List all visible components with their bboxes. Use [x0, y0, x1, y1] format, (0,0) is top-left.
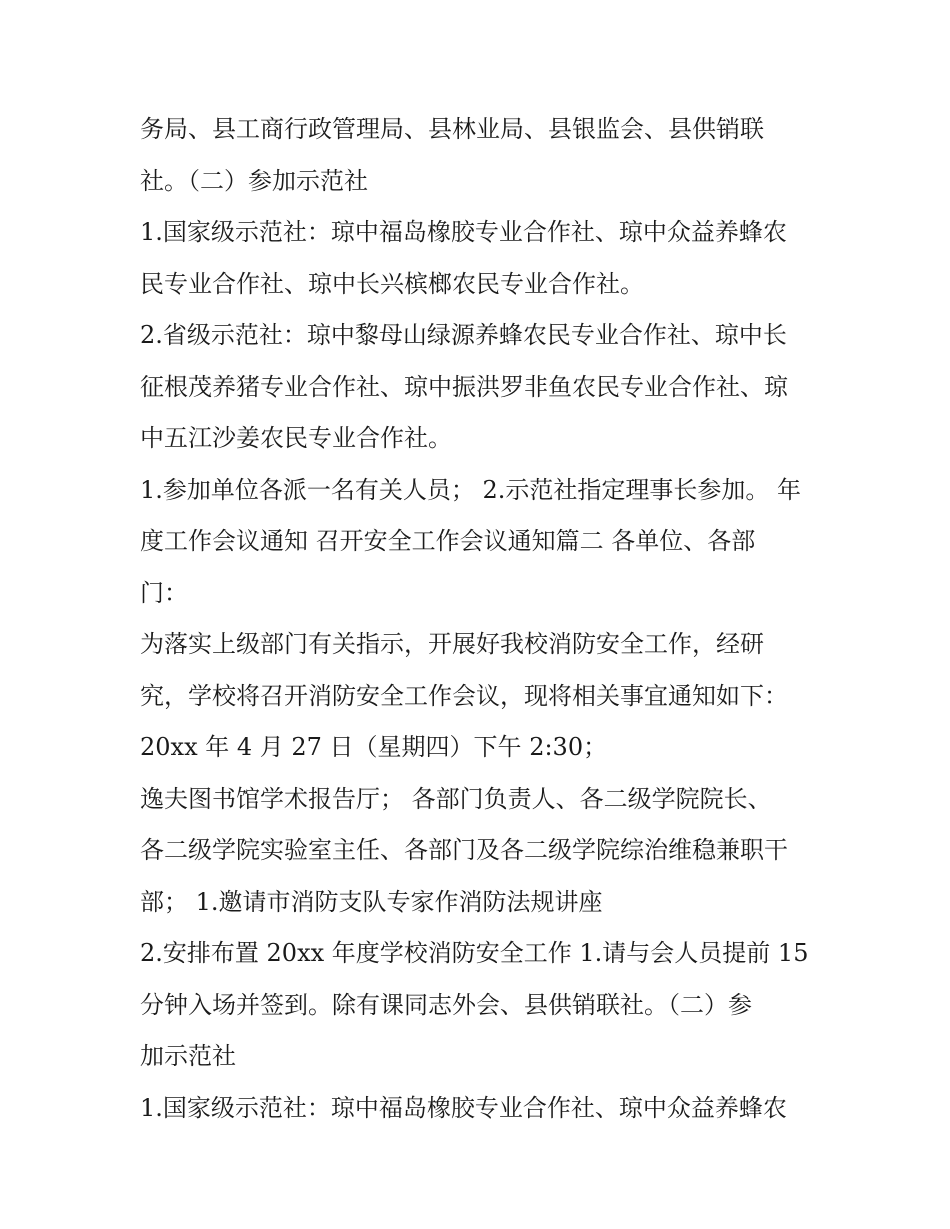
text-line: 逸夫图书馆学术报告厅； 各部门负责人、各二级学院院长、: [140, 784, 772, 813]
text-line: 为落实上级部门有关指示，开展好我校消防安全工作，经研: [140, 630, 764, 658]
text-line: 2.省级示范社：琼中黎母山绿源养蜂农民专业合作社、琼中长: [140, 321, 787, 349]
text-line: 务局、县工商行政管理局、县林业局、县银监会、县供销联: [140, 115, 764, 143]
text-line: 门：: [140, 578, 188, 607]
text-line: 征根茂养猪专业合作社、琼中振洪罗非鱼农民专业合作社、琼: [140, 372, 788, 401]
text-line: 社。（二）参加示范社: [140, 166, 368, 195]
text-line: 加示范社: [140, 1042, 236, 1070]
text-line: 20xx 年 4 月 27 日（星期四）下午 2:30；: [140, 733, 608, 761]
text-line: 中五江沙姜农民专业合作社。: [140, 424, 452, 452]
text-line: 1.参加单位各派一名有关人员； 2.示范社指定理事长参加。 年: [140, 475, 802, 504]
document-body: [140, 104, 820, 1134]
text-line: 民专业合作社、琼中长兴槟榔农民专业合作社。: [140, 269, 644, 298]
text-line: 各二级学院实验室主任、各部门及各二级学院综治维稳兼职干: [140, 836, 788, 864]
text-line: 1.国家级示范社：琼中福岛橡胶专业合作社、琼中众益养蜂农: [140, 1093, 787, 1122]
text-line: 分钟入场并签到。除有课同志外会、县供销联社。（二）参: [140, 990, 752, 1019]
text-line: 2.安排布置 20xx 年度学校消防安全工作 1.请与会人员提前 15: [140, 939, 809, 967]
text-line: 1.国家级示范社：琼中福岛橡胶专业合作社、琼中众益养蜂农: [140, 218, 787, 246]
text-line: 究，学校将召开消防安全工作会议，现将相关事宜通知如下：: [140, 681, 788, 710]
text-line: 度工作会议通知 召开安全工作会议通知篇二 各单位、各部: [140, 527, 756, 555]
text-line: 部； 1.邀请市消防支队专家作消防法规讲座: [140, 887, 603, 916]
